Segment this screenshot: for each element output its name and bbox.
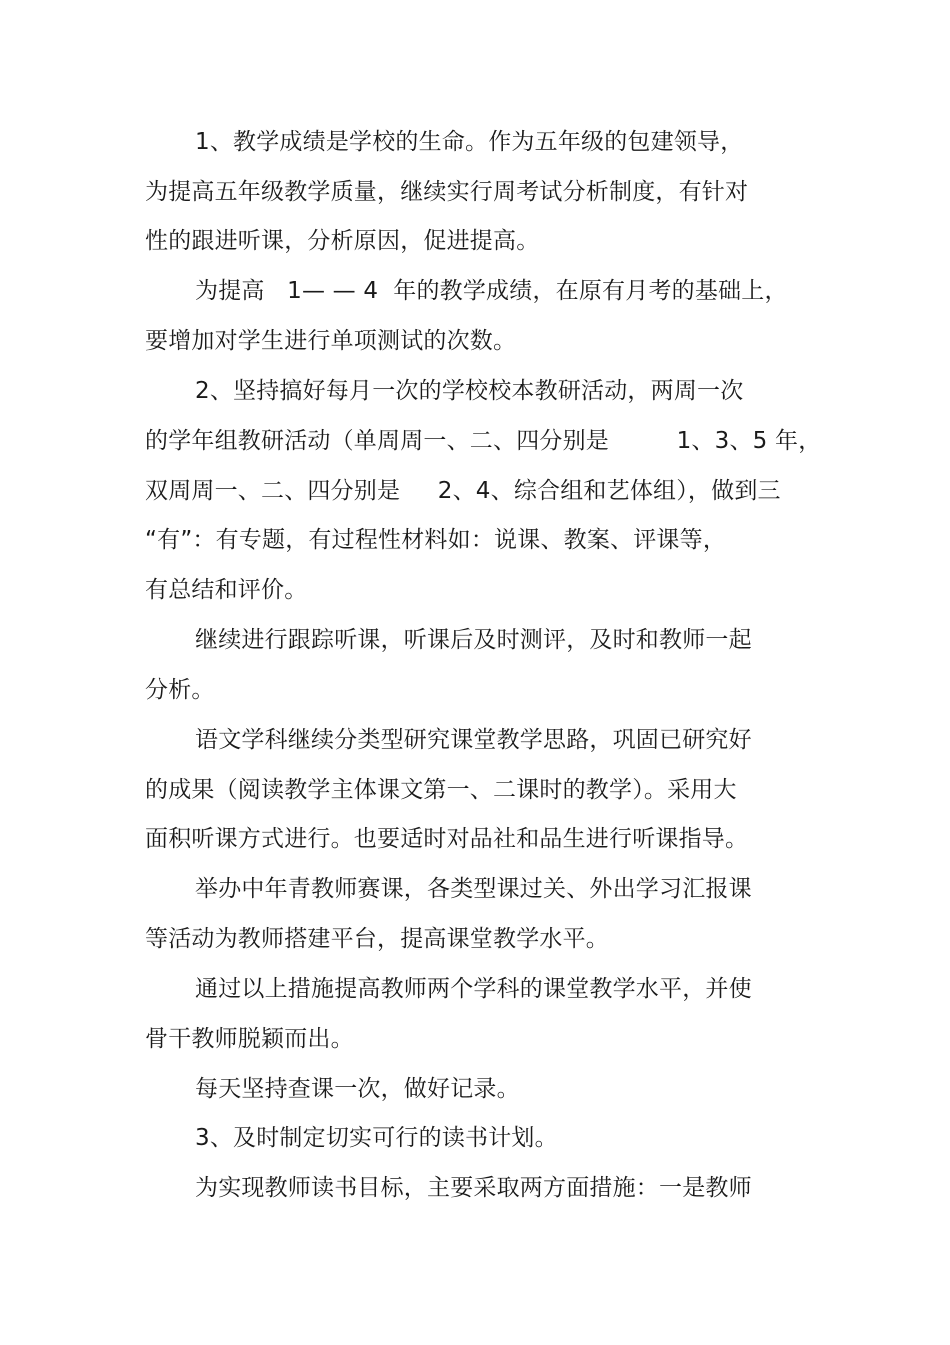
paragraph-line: 为实现教师读书目标，主要采取两方面措施：一是教师 xyxy=(195,1175,752,1201)
paragraph-line: 骨干教师脱颖而出。 xyxy=(145,1026,354,1052)
paragraph-line: 的学年组教研活动（单周周一、二、四分别是 1、3、5 年， xyxy=(145,428,822,454)
paragraph-line: “有”：有专题，有过程性材料如：说课、教案、评课等， xyxy=(145,527,727,553)
paragraph-line: 有总结和评价。 xyxy=(145,577,308,603)
paragraph-line: 为提高五年级教学质量，继续实行周考试分析制度，有针对 xyxy=(145,179,749,205)
paragraph-line: 双周周一、二、四分别是 2、4、综合组和艺体组），做到三 xyxy=(145,478,781,504)
paragraph-line: 通过以上措施提高教师两个学科的课堂教学水平，并使 xyxy=(195,976,752,1002)
paragraph-line: 面积听课方式进行。也要适时对品社和品生进行听课指导。 xyxy=(145,826,749,852)
paragraph-line: 1、教学成绩是学校的生命。作为五年级的包建领导， xyxy=(195,129,744,155)
paragraph-line: 分析。 xyxy=(145,677,215,703)
paragraph-line: 3、及时制定切实可行的读书计划。 xyxy=(195,1125,558,1151)
paragraph-line: 的成果（阅读教学主体课文第一、二课时的教学）。采用大 xyxy=(145,777,737,803)
paragraph-line: 2、坚持搞好每月一次的学校校本教研活动，两周一次 xyxy=(195,378,744,404)
paragraph-line: 要增加对学生进行单项测试的次数。 xyxy=(145,328,517,354)
paragraph-line: 语文学科继续分类型研究课堂教学思路，巩固已研究好 xyxy=(195,727,752,753)
paragraph-line: 等活动为教师搭建平台，提高课堂教学水平。 xyxy=(145,926,609,952)
paragraph-line: 举办中年青教师赛课，各类型课过关、外出学习汇报课 xyxy=(195,876,752,902)
paragraph-line: 性的跟进听课，分析原因，促进提高。 xyxy=(145,228,540,254)
paragraph-line: 每天坚持查课一次，做好记录。 xyxy=(195,1076,520,1102)
paragraph-line: 继续进行跟踪听课，听课后及时测评，及时和教师一起 xyxy=(195,627,752,653)
paragraph-line: 为提高 1— — 4 年的教学成绩，在原有月考的基础上， xyxy=(195,278,788,304)
